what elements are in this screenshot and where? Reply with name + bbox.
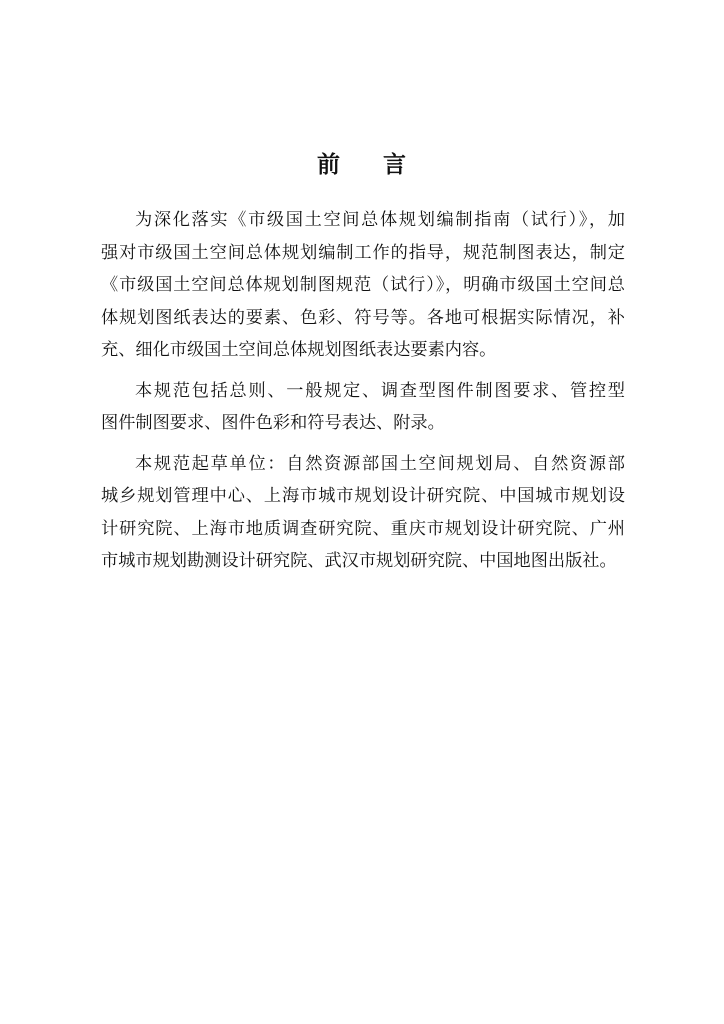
paragraph-line: 计研究院、上海市地质调查研究院、重庆市规划设计研究院、广州	[101, 518, 625, 539]
page-title	[0, 146, 724, 179]
paragraph-drafting-units	[101, 448, 625, 578]
paragraph-intro	[101, 204, 625, 367]
title-char-1: 前	[317, 151, 341, 178]
paragraph-line: 本规范包括总则、一般规定、调查型图件制图要求、管控型	[135, 380, 625, 401]
title-char-2: 言	[383, 151, 407, 178]
paragraph-contents	[101, 375, 625, 440]
paragraph-line: 充、细化市级国土空间总体规划图纸表达要素内容。	[101, 340, 497, 360]
paragraph-line: 《市级国土空间总体规划制图规范（试行）》，明确市级国土空间总	[101, 275, 625, 295]
paragraph-line: 体规划图纸表达的要素、色彩、符号等。各地可根据实际情况，补	[101, 307, 625, 328]
paragraph-line: 为深化落实《市级国土空间总体规划编制指南（试行）》，加	[135, 210, 625, 230]
paragraph-line: 本规范起草单位：自然资源部国土空间规划局、自然资源部	[135, 453, 625, 474]
body-text	[101, 204, 625, 578]
paragraph-line: 城乡规划管理中心、上海市城市规划设计研究院、中国城市规划设	[101, 486, 625, 506]
paragraph-line: 市城市规划勘测设计研究院、武汉市规划研究院、中国地图出版社。	[101, 551, 617, 571]
paragraph-line: 图件制图要求、图件色彩和符号表达、附录。	[101, 413, 445, 433]
paragraph-line: 强对市级国土空间总体规划编制工作的指导，规范制图表达，制定	[101, 242, 625, 263]
